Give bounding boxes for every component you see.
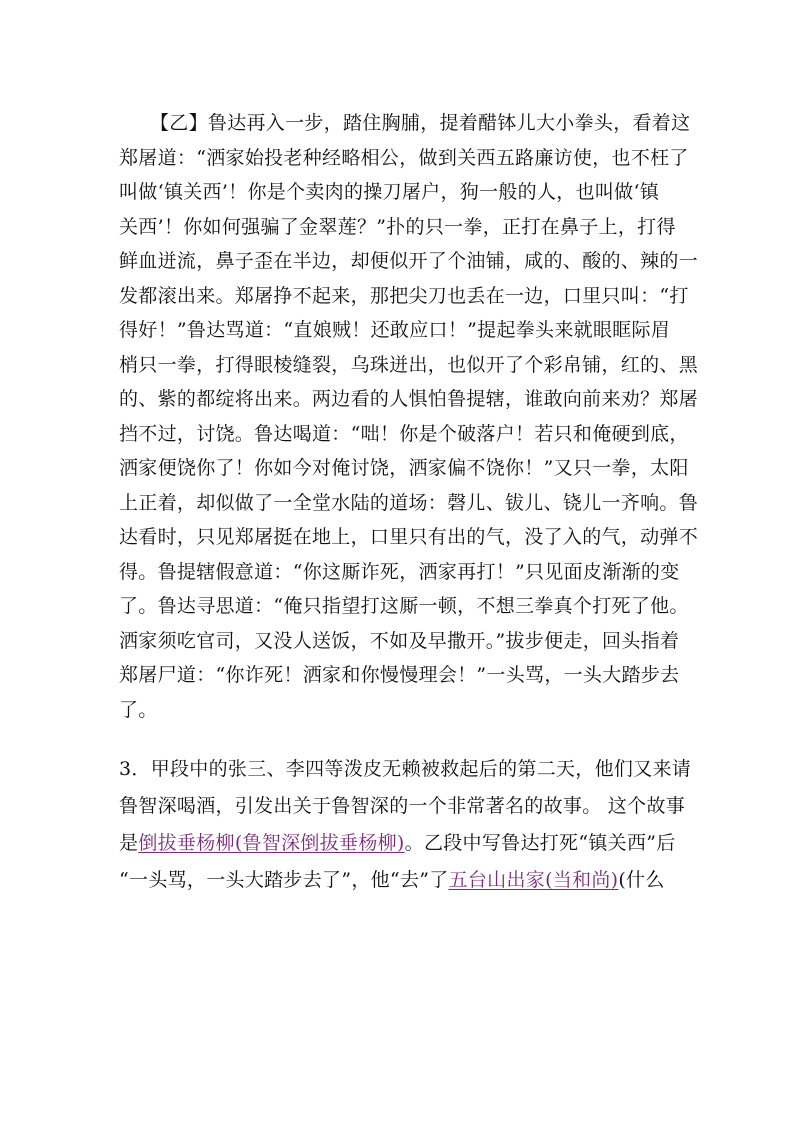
answer-underlined: 五台山出家(当和尚) xyxy=(448,869,619,891)
question-text: “一头骂，一头大踏步去了”，他“去”了 xyxy=(119,869,449,891)
question-line xyxy=(119,831,684,855)
question-text: (什么 xyxy=(618,869,665,891)
passage-line: 关西’！你如何强骗了金翠莲？”扑的只一拳，正打在鼻子上，打得 xyxy=(119,216,676,238)
passage-line: 洒家便饶你了！你如今对俺讨饶，洒家偏不饶你！”又只一拳，太阳 xyxy=(119,457,689,479)
passage-line: 得。鲁提辖假意道：“你这厮诈死，洒家再打！”只见面皮渐渐的变 xyxy=(119,561,680,583)
question-text: 是 xyxy=(119,832,139,854)
passage-line: 挡不过，讨饶。鲁达喝道：“咄！你是个破落户！若只和俺硬到底， xyxy=(119,423,689,445)
passage-line: 达看时，只见郑屠挺在地上，口里只有出的气，没了入的气，动弹不 xyxy=(119,526,699,548)
question-line: 3．甲段中的张三、李四等泼皮无赖被救起后的第二天，他们又来请 xyxy=(119,758,692,780)
passage-line: 郑屠道：“洒家始投老种经略相公，做到关西五路廉访使，也不枉了 xyxy=(119,147,689,169)
question-text: 。乙段中写鲁达打死“镇关西”后 xyxy=(404,832,676,854)
passage-line: 发都滚出来。郑屠挣不起来，那把尖刀也丢在一边，口里只叫：“打 xyxy=(119,285,689,307)
question-line: 鲁智深喝酒，引发出关于鲁智深的一个非常著名的故事。 这个故事 xyxy=(119,795,686,817)
passage-line: 了。 xyxy=(119,699,158,721)
passage-line: 叫做‘镇关西’！你是个卖肉的操刀屠户，狗一般的人，也叫做‘镇 xyxy=(119,181,660,203)
passage-line: 鲜血迸流，鼻子歪在半边，却便似开了个油铺，咸的、酸的、辣的一 xyxy=(119,250,699,272)
passage-line: 洒家须吃官司，又没人送饭，不如及早撒开。”拔步便走，回头指着 xyxy=(119,630,680,652)
answer-underlined: 倒拔垂杨柳(鲁智深倒拔垂杨柳) xyxy=(138,832,405,854)
passage-line: 得好！”鲁达骂道：“直娘贼！还敢应口！”提起拳头来就眼眶际眉 xyxy=(119,319,671,341)
passage-line: 的、紫的都绽将出来。两边看的人惧怕鲁提辖，谁敢向前来劝？郑屠 xyxy=(119,388,699,410)
passage-line: 上正着，却似做了一全堂水陆的道场：磬儿、钹儿、铙儿一齐响。鲁 xyxy=(119,492,699,514)
passage-line: 郑屠尸道：“你诈死！洒家和你慢慢理会！”一头骂，一头大踏步去 xyxy=(119,664,680,686)
passage-line: 了。鲁达寻思道：“俺只指望打这厮一顿，不想三拳真个打死了他。 xyxy=(119,595,689,617)
passage-line: 【乙】鲁达再入一步，踏住胸脯，提着醋钵儿大小拳头，看着这 xyxy=(150,112,691,134)
passage-line: 梢只一拳，打得眼棱缝裂，乌珠迸出，也似开了个彩帛铺，红的、黑 xyxy=(119,354,699,376)
question-line xyxy=(119,868,684,892)
